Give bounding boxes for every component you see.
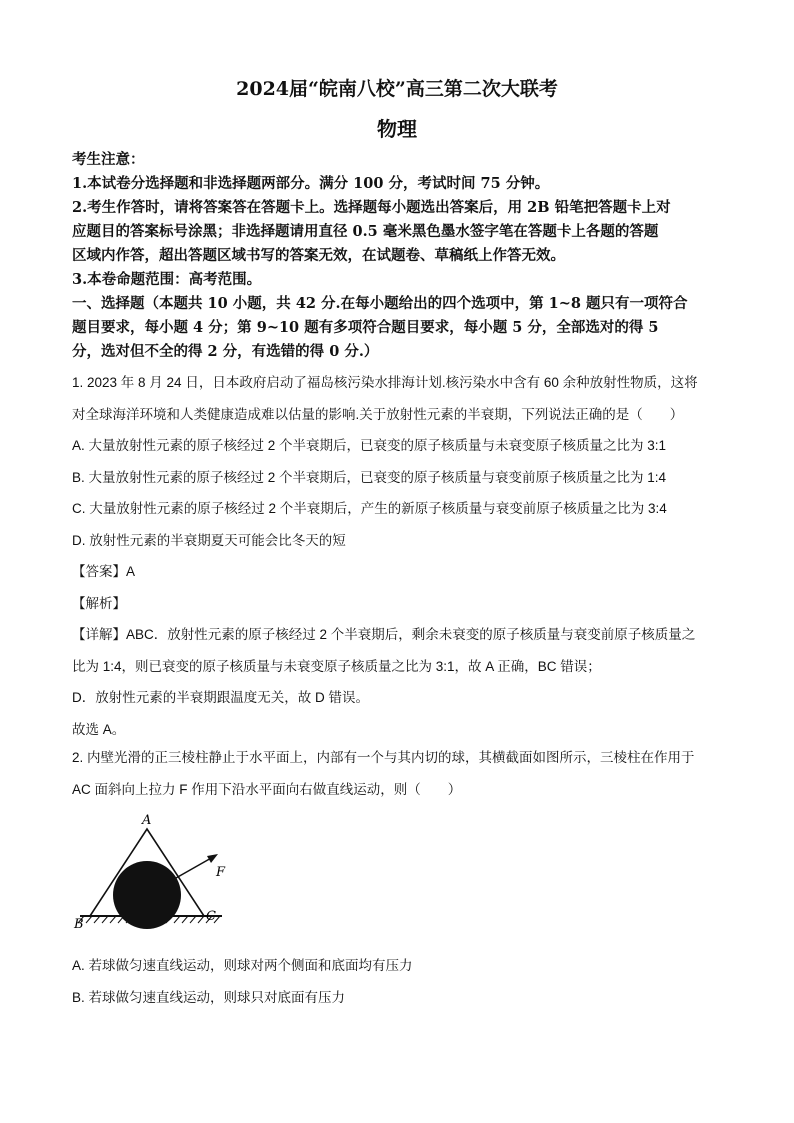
analysis-label: 【解析】 bbox=[72, 595, 126, 611]
answer-label: 【答案】A bbox=[72, 564, 136, 579]
question-stem: 2. 内壁光滑的正三棱柱静止于水平面上，内部有一个与其内切的球，其横截面如图所示，三棱柱在作用于 bbox=[72, 750, 695, 765]
notes-line: 2.考生作答时，请将答案答在答题卡上。选择题每小题选出答案后，用 2B 铅笔把答题卡上对 bbox=[72, 199, 671, 216]
detail-line: 【详解】ABC．放射性元素的原子核经过 2 个半衰期后，剩余未衰变的原子核质量与衰变前原子核质量之 bbox=[72, 627, 696, 642]
prism-figure bbox=[72, 812, 232, 940]
question-2-options bbox=[72, 950, 732, 1013]
force-arrow bbox=[176, 857, 213, 878]
label-b: B bbox=[74, 917, 84, 932]
option-d: D. 放射性元素的半衰期夏天可能会比冬天的短 bbox=[72, 532, 346, 548]
notes-heading: 考生注意： bbox=[72, 151, 145, 168]
notes-line: 3.本卷命题范围：高考范围。 bbox=[72, 271, 262, 288]
exam-title: 2024届“皖南八校”高三第二次大联考 bbox=[236, 78, 558, 100]
label-a: A bbox=[142, 813, 152, 828]
section-instructions: 分，选对但不全的得 2 分，有选错的得 0 分.） bbox=[72, 343, 379, 360]
ball bbox=[113, 861, 181, 929]
notes-line: 1.本试卷分选择题和非选择题两部分。满分 100 分，考试时间 75 分钟。 bbox=[72, 175, 550, 192]
subject-title: 物理 bbox=[377, 117, 417, 141]
question-stem: 对全球海洋环境和人类健康造成难以估量的影响.关于放射性元素的半衰期，下列说法正确的是（ ） bbox=[72, 406, 684, 422]
detail-line: 比为 1:4，则已衰变的原子核质量与未衰变原子核质量之比为 3:1，故 A 正确，BC 错误； bbox=[72, 658, 601, 674]
notes-line: 区域内作答，超出答题区域书写的答案无效，在试题卷、草稿纸上作答无效。 bbox=[72, 247, 565, 264]
notes-line: 应题目的答案标号涂黑；非选择题请用直径 0.5 毫米黑色墨水签字笔在答题卡上各题的答题 bbox=[72, 223, 659, 240]
question-2 bbox=[72, 742, 732, 805]
label-f: F bbox=[216, 865, 226, 880]
detail-line: D．放射性元素的半衰期跟温度无关，故 D 错误。 bbox=[72, 690, 369, 705]
question-stem: AC 面斜向上拉力 F 作用下沿水平面向右做直线运动，则（ ） bbox=[72, 781, 462, 797]
option-c: C. 大量放射性元素的原子核经过 2 个半衰期后，产生的新原子核质量与衰变前原子核质量之比为 3:4 bbox=[72, 501, 667, 516]
section-instructions: 题目要求，每小题 4 分；第 9~10 题有多项符合题目要求，每小题 5 分，全部选对的得 5 bbox=[72, 319, 659, 336]
section-instructions: 一、选择题（本题共 10 小题，共 42 分.在每小题给出的四个选项中，第 1~8 题只有一项符合 bbox=[72, 295, 688, 312]
detail-line: 故选 A。 bbox=[72, 721, 126, 737]
arrow-head bbox=[207, 854, 218, 863]
question-stem: 1. 2023 年 8 月 24 日，日本政府启动了福岛核污染水排海计划.核污染水中含有 60 余种放射性物质，这将 bbox=[72, 375, 698, 390]
question-1 bbox=[72, 367, 732, 745]
option-a: A. 若球做匀速直线运动，则球对两个侧面和底面均有压力 bbox=[72, 958, 413, 973]
option-b: B. 大量放射性元素的原子核经过 2 个半衰期后，已衰变的原子核质量与衰变前原子核质量之比为 1:4 bbox=[72, 469, 667, 485]
label-c: C bbox=[206, 909, 216, 924]
option-a: A. 大量放射性元素的原子核经过 2 个半衰期后，已衰变的原子核质量与未衰变原子核质量之比为 3:1 bbox=[72, 438, 667, 453]
exam-notes bbox=[72, 148, 732, 364]
option-b: B. 若球做匀速直线运动，则球只对底面有压力 bbox=[72, 989, 346, 1005]
